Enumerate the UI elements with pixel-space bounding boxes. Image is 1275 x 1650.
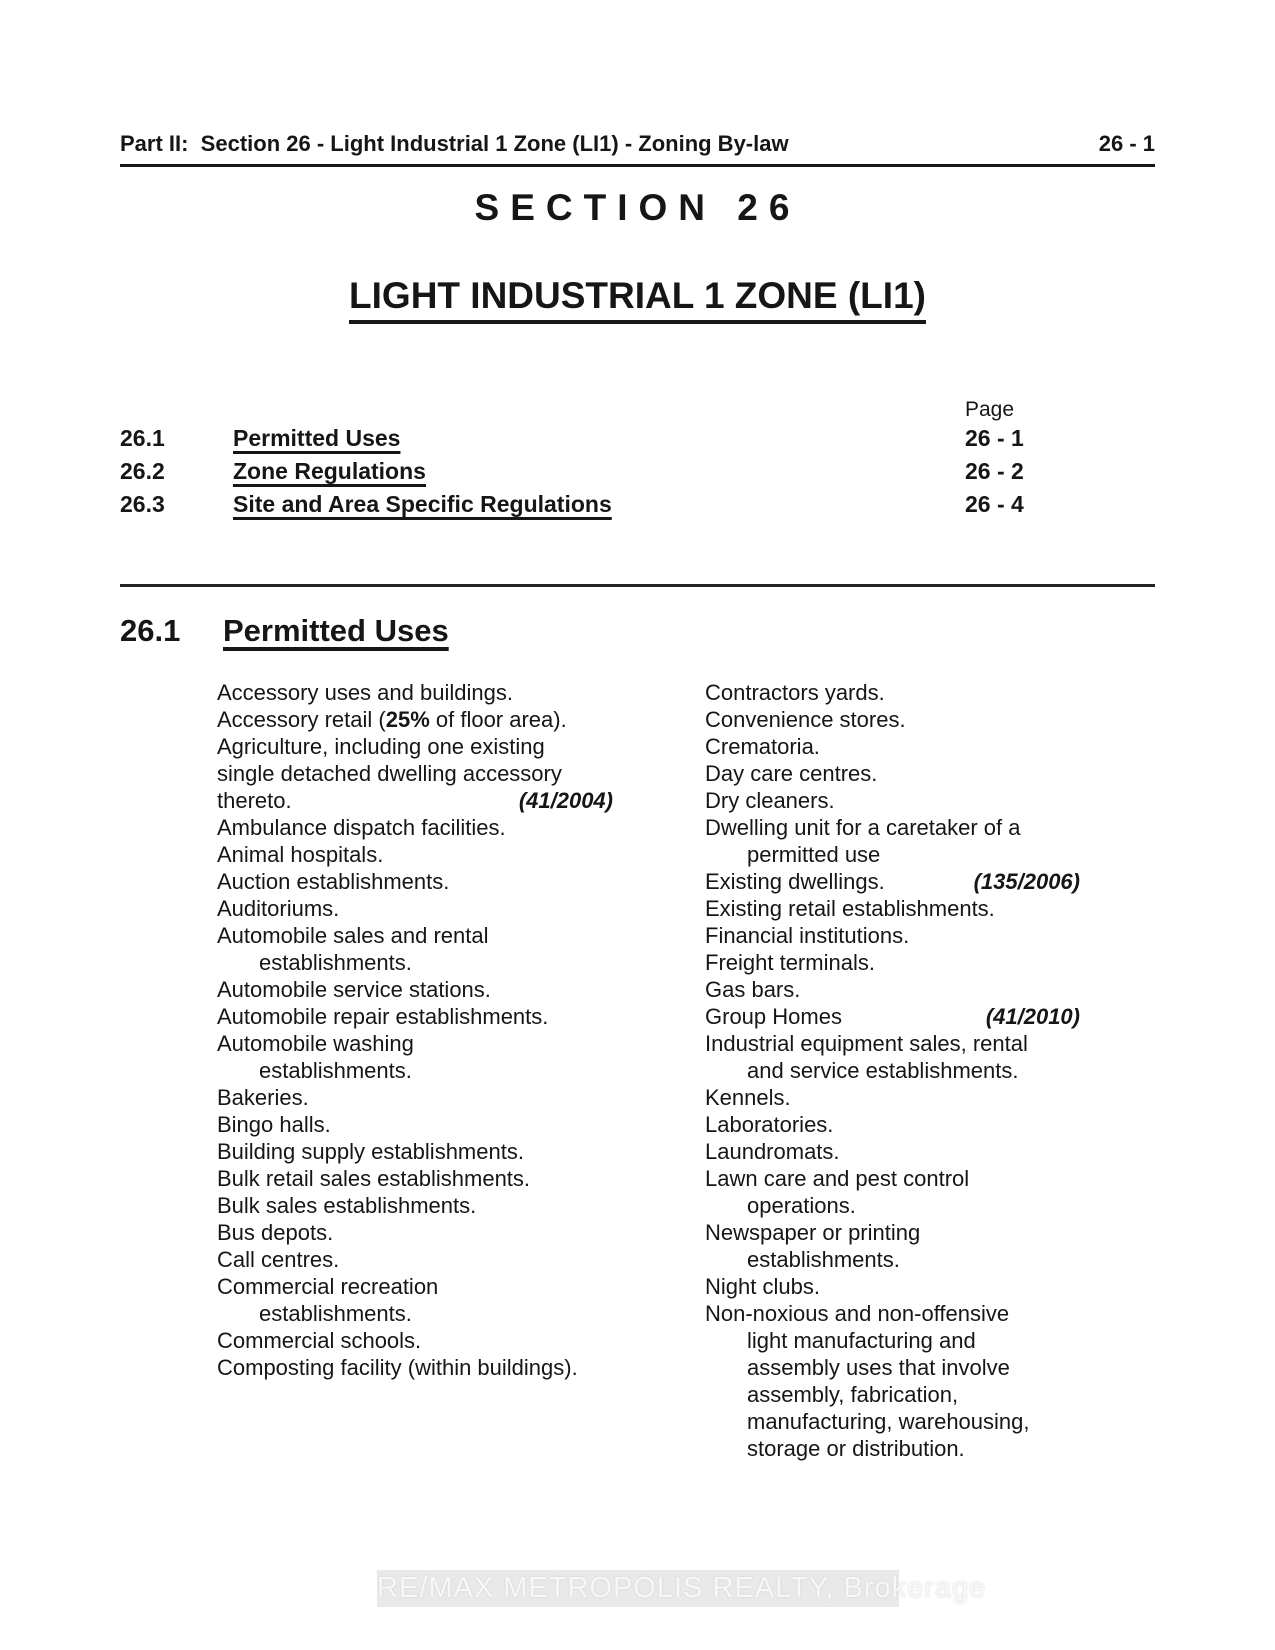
- permitted-use-text: assembly uses that involve: [747, 1355, 1010, 1380]
- permitted-use-text: Financial institutions.: [705, 923, 910, 948]
- permitted-use-line: [217, 1300, 613, 1327]
- permitted-use-text: storage or distribution.: [747, 1436, 965, 1461]
- zone-title: LIGHT INDUSTRIAL 1 ZONE (LI1): [349, 275, 926, 324]
- subsection-number: 26.1: [120, 613, 181, 648]
- permitted-use-line: [217, 895, 613, 922]
- permitted-use-line: [705, 1030, 1080, 1057]
- toc-entry-number: 26.1: [120, 425, 165, 451]
- permitted-use-line: [217, 922, 613, 949]
- permitted-use-line: [705, 1354, 1080, 1381]
- permitted-use-line: [705, 733, 1080, 760]
- permitted-use-line: [217, 1003, 613, 1030]
- permitted-use-text: thereto.: [217, 788, 292, 813]
- permitted-use-line: [705, 895, 1080, 922]
- permitted-use-text: Bingo halls.: [217, 1112, 331, 1137]
- permitted-uses-columns: [120, 679, 1155, 1462]
- permitted-use-line: [217, 1246, 613, 1273]
- permitted-use-line: [217, 1273, 613, 1300]
- permitted-use-text: Group Homes: [705, 1004, 842, 1029]
- permitted-use-text: Bakeries.: [217, 1085, 309, 1110]
- permitted-use-line: [217, 787, 613, 814]
- header-page-number: 26 - 1: [1098, 131, 1155, 156]
- permitted-use-line: [705, 1111, 1080, 1138]
- permitted-uses-right-column: [705, 679, 1080, 1462]
- section-title: SECTION 26: [474, 187, 801, 228]
- permitted-use-text: Bulk sales establishments.: [217, 1193, 477, 1218]
- permitted-use-text: Industrial equipment sales, rental: [705, 1031, 1028, 1056]
- permitted-use-text: Animal hospitals.: [217, 842, 384, 867]
- permitted-use-text: Automobile washing: [217, 1031, 414, 1056]
- table-of-contents: [120, 398, 1155, 521]
- permitted-use-line: [705, 760, 1080, 787]
- permitted-use-text: and service establishments.: [747, 1058, 1019, 1083]
- permitted-use-text: Laboratories.: [705, 1112, 834, 1137]
- permitted-use-text: Bus depots.: [217, 1220, 334, 1245]
- permitted-use-text: establishments.: [259, 1301, 412, 1326]
- permitted-use-text: Newspaper or printing: [705, 1220, 921, 1245]
- permitted-use-line: [217, 1192, 613, 1219]
- page-header: [120, 131, 1155, 167]
- permitted-use-text: Contractors yards.: [705, 680, 885, 705]
- permitted-use-line: [217, 1111, 613, 1138]
- permitted-use-line: [705, 1084, 1080, 1111]
- toc-entry: [120, 488, 1155, 521]
- permitted-use-text: Auction establishments.: [217, 869, 450, 894]
- toc-entry-title: Zone Regulations: [233, 458, 426, 484]
- permitted-use-text: Lawn care and pest control: [705, 1166, 970, 1191]
- permitted-use-text: Accessory uses and buildings.: [217, 680, 513, 705]
- permitted-use-line: [217, 1084, 613, 1111]
- permitted-use-text: Auditoriums.: [217, 896, 340, 921]
- permitted-use-line: [705, 814, 1080, 841]
- permitted-use-line: [705, 976, 1080, 1003]
- permitted-use-text: Existing dwellings.: [705, 869, 885, 894]
- permitted-use-line: [705, 868, 1080, 895]
- permitted-use-line: [217, 1165, 613, 1192]
- permitted-use-line: [217, 1057, 613, 1084]
- permitted-use-line: [705, 1003, 1080, 1030]
- permitted-use-text: Commercial recreation: [217, 1274, 439, 1299]
- permitted-use-line: [705, 1138, 1080, 1165]
- permitted-use-text: Building supply establishments.: [217, 1139, 524, 1164]
- permitted-use-line: [217, 949, 613, 976]
- permitted-use-text: Ambulance dispatch facilities.: [217, 815, 506, 840]
- permitted-use-line: [705, 922, 1080, 949]
- permitted-use-line: [705, 706, 1080, 733]
- permitted-use-text: Commercial schools.: [217, 1328, 422, 1353]
- header-title: Part II: Section 26 - Light Industrial 1 Zone (LI1) - Zoning By-law: [120, 131, 789, 156]
- permitted-use-line: [217, 733, 613, 760]
- permitted-use-line: [217, 1354, 613, 1381]
- permitted-use-text: Composting facility (within buildings).: [217, 1355, 578, 1380]
- permitted-use-text: manufacturing, warehousing,: [747, 1409, 1030, 1434]
- permitted-use-text: Freight terminals.: [705, 950, 875, 975]
- permitted-use-line: [705, 1300, 1080, 1327]
- permitted-use-line: [705, 841, 1080, 868]
- permitted-use-line: [705, 1057, 1080, 1084]
- permitted-use-line: [705, 1408, 1080, 1435]
- permitted-use-line: [705, 949, 1080, 976]
- permitted-use-line: [705, 1246, 1080, 1273]
- permitted-use-text: Automobile service stations.: [217, 977, 491, 1002]
- toc-entry: [120, 422, 1155, 455]
- toc-entry-page: 26 - 2: [965, 458, 1024, 484]
- permitted-use-text: Non-noxious and non-offensive: [705, 1301, 1010, 1326]
- permitted-use-text: establishments.: [259, 1058, 412, 1083]
- zone-title-row: [120, 275, 1155, 324]
- permitted-use-line: [705, 787, 1080, 814]
- permitted-use-line: [217, 841, 613, 868]
- permitted-use-text: establishments.: [747, 1247, 900, 1272]
- permitted-use-text: Crematoria.: [705, 734, 820, 759]
- permitted-use-line: [705, 1273, 1080, 1300]
- permitted-use-line: [217, 679, 613, 706]
- permitted-use-text: Kennels.: [705, 1085, 791, 1110]
- amendment-reference: (41/2010): [985, 1004, 1080, 1029]
- permitted-use-text: Existing retail establishments.: [705, 896, 995, 921]
- permitted-use-text: Automobile sales and rental: [217, 923, 489, 948]
- toc-entry-number: 26.3: [120, 491, 165, 517]
- permitted-use-line: [217, 1030, 613, 1057]
- permitted-use-line: [705, 1165, 1080, 1192]
- permitted-use-text: permitted use: [747, 842, 881, 867]
- permitted-use-text: Bulk retail sales establishments.: [217, 1166, 531, 1191]
- permitted-use-line: [217, 706, 613, 733]
- permitted-use-text: Laundromats.: [705, 1139, 840, 1164]
- permitted-use-text: single detached dwelling accessory: [217, 761, 562, 786]
- permitted-use-text: establishments.: [259, 950, 412, 975]
- permitted-use-line: [217, 1219, 613, 1246]
- permitted-use-text: Agriculture, including one existing: [217, 734, 545, 759]
- permitted-use-line: [705, 1327, 1080, 1354]
- permitted-use-text: Gas bars.: [705, 977, 801, 1002]
- realtor-watermark: RE/MAX METROPOLIS REALTY, Brokerage: [377, 1570, 899, 1607]
- toc-entry-title: Permitted Uses: [233, 425, 401, 451]
- permitted-use-text: Automobile repair establishments.: [217, 1004, 549, 1029]
- permitted-use-text: Accessory retail (25% of floor area).: [217, 707, 567, 732]
- permitted-use-line: [705, 1219, 1080, 1246]
- permitted-use-line: [217, 1138, 613, 1165]
- permitted-uses-left-column: [217, 679, 613, 1462]
- permitted-use-line: [217, 976, 613, 1003]
- permitted-use-text: Dwelling unit for a caretaker of a: [705, 815, 1021, 840]
- permitted-use-line: [705, 1435, 1080, 1462]
- section-divider: [120, 584, 1155, 587]
- subsection-title: Permitted Uses: [223, 613, 449, 648]
- permitted-use-text: Day care centres.: [705, 761, 878, 786]
- permitted-use-text: light manufacturing and: [747, 1328, 976, 1353]
- permitted-use-line: [705, 1192, 1080, 1219]
- permitted-use-line: [217, 868, 613, 895]
- amendment-reference: (41/2004): [518, 788, 613, 813]
- amendment-reference: (135/2006): [973, 869, 1080, 894]
- subsection-heading: [120, 612, 1155, 650]
- permitted-use-text: assembly, fabrication,: [747, 1382, 959, 1407]
- permitted-use-line: [705, 1381, 1080, 1408]
- toc-entry: [120, 455, 1155, 488]
- toc-entry-number: 26.2: [120, 458, 165, 484]
- permitted-use-line: [217, 760, 613, 787]
- permitted-use-text: Night clubs.: [705, 1274, 820, 1299]
- permitted-use-text: Convenience stores.: [705, 707, 906, 732]
- toc-entry-page: 26 - 4: [965, 491, 1024, 517]
- permitted-use-line: [705, 679, 1080, 706]
- toc-entry-title: Site and Area Specific Regulations: [233, 491, 612, 517]
- permitted-use-line: [217, 814, 613, 841]
- permitted-use-line: [217, 1327, 613, 1354]
- toc-page-label: Page: [965, 398, 1015, 421]
- toc-entry-page: 26 - 1: [965, 425, 1024, 451]
- permitted-use-text: operations.: [747, 1193, 856, 1218]
- permitted-use-text: Dry cleaners.: [705, 788, 835, 813]
- permitted-use-text: Call centres.: [217, 1247, 340, 1272]
